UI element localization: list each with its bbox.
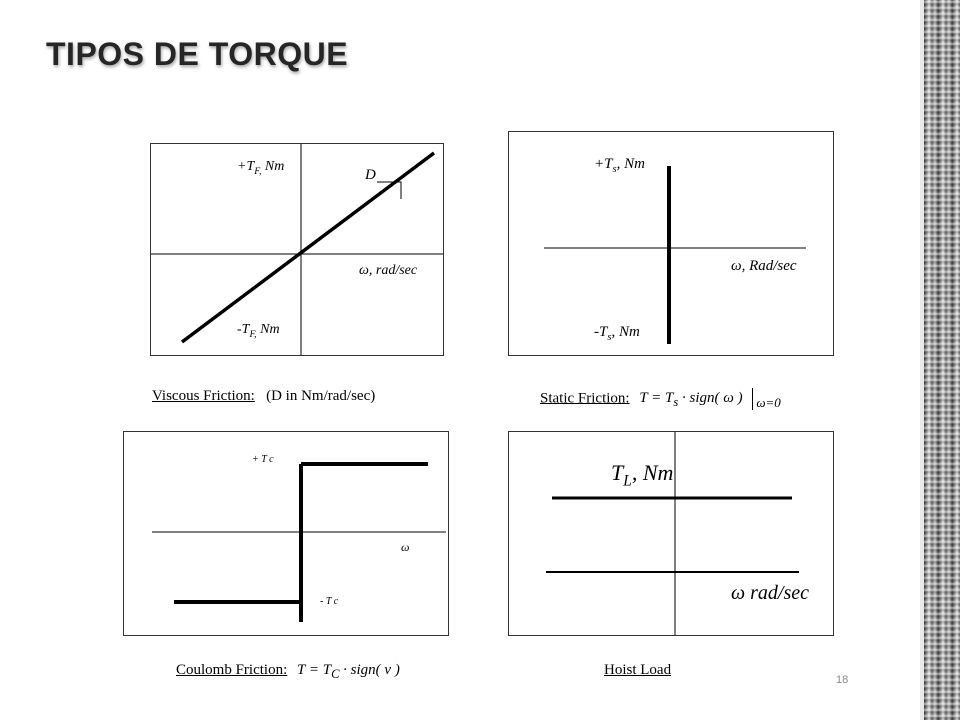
- coulomb-friction-caption: Coulomb Friction: $T = T_C$ · sign( v ): [176, 662, 400, 681]
- torque-label: $T_L$, Nm: [611, 460, 674, 490]
- viscous-friction-panel: [150, 143, 444, 356]
- hoist-load-panel: [508, 431, 834, 636]
- static-friction-panel: [508, 131, 834, 356]
- speed-axis-label: ω, Rad/sec: [731, 258, 797, 274]
- torque-negative-label: - T c: [320, 596, 339, 607]
- speed-axis-label: ω: [401, 540, 410, 554]
- coulomb-friction-graph: [124, 432, 448, 635]
- viscous-friction-graph: [151, 144, 443, 355]
- torque-positive-label: + T c: [252, 454, 274, 465]
- speed-axis-label: ω, rad/sec: [359, 263, 418, 278]
- slide-title: TIPOS DE TORQUE: [46, 36, 349, 72]
- static-friction-caption: Static Friction: $T = T_s$ · sign( ω ) ω=0: [540, 388, 781, 410]
- torque-positive-label: $+T_{F,}$ Nm: [237, 159, 285, 177]
- page-number: 18: [836, 674, 849, 686]
- torque-negative-label: $-T_s$, Nm: [594, 324, 640, 343]
- slope-triangle: [377, 182, 401, 199]
- decorative-border-strip: [924, 0, 960, 720]
- static-friction-graph: [509, 132, 833, 355]
- torque-line: [182, 153, 434, 342]
- coulomb-friction-panel: [123, 431, 449, 636]
- hoist-load-caption: Hoist Load: [604, 662, 672, 678]
- speed-axis-label: ω rad/sec: [731, 582, 809, 604]
- slope-label: D: [365, 167, 376, 183]
- torque-positive-label: $+T_s$, Nm: [594, 156, 645, 175]
- torque-negative-label: $-T_{F,}$ Nm: [237, 322, 280, 340]
- viscous-friction-caption: Viscous Friction: (D in Nm/rad/sec): [152, 388, 376, 404]
